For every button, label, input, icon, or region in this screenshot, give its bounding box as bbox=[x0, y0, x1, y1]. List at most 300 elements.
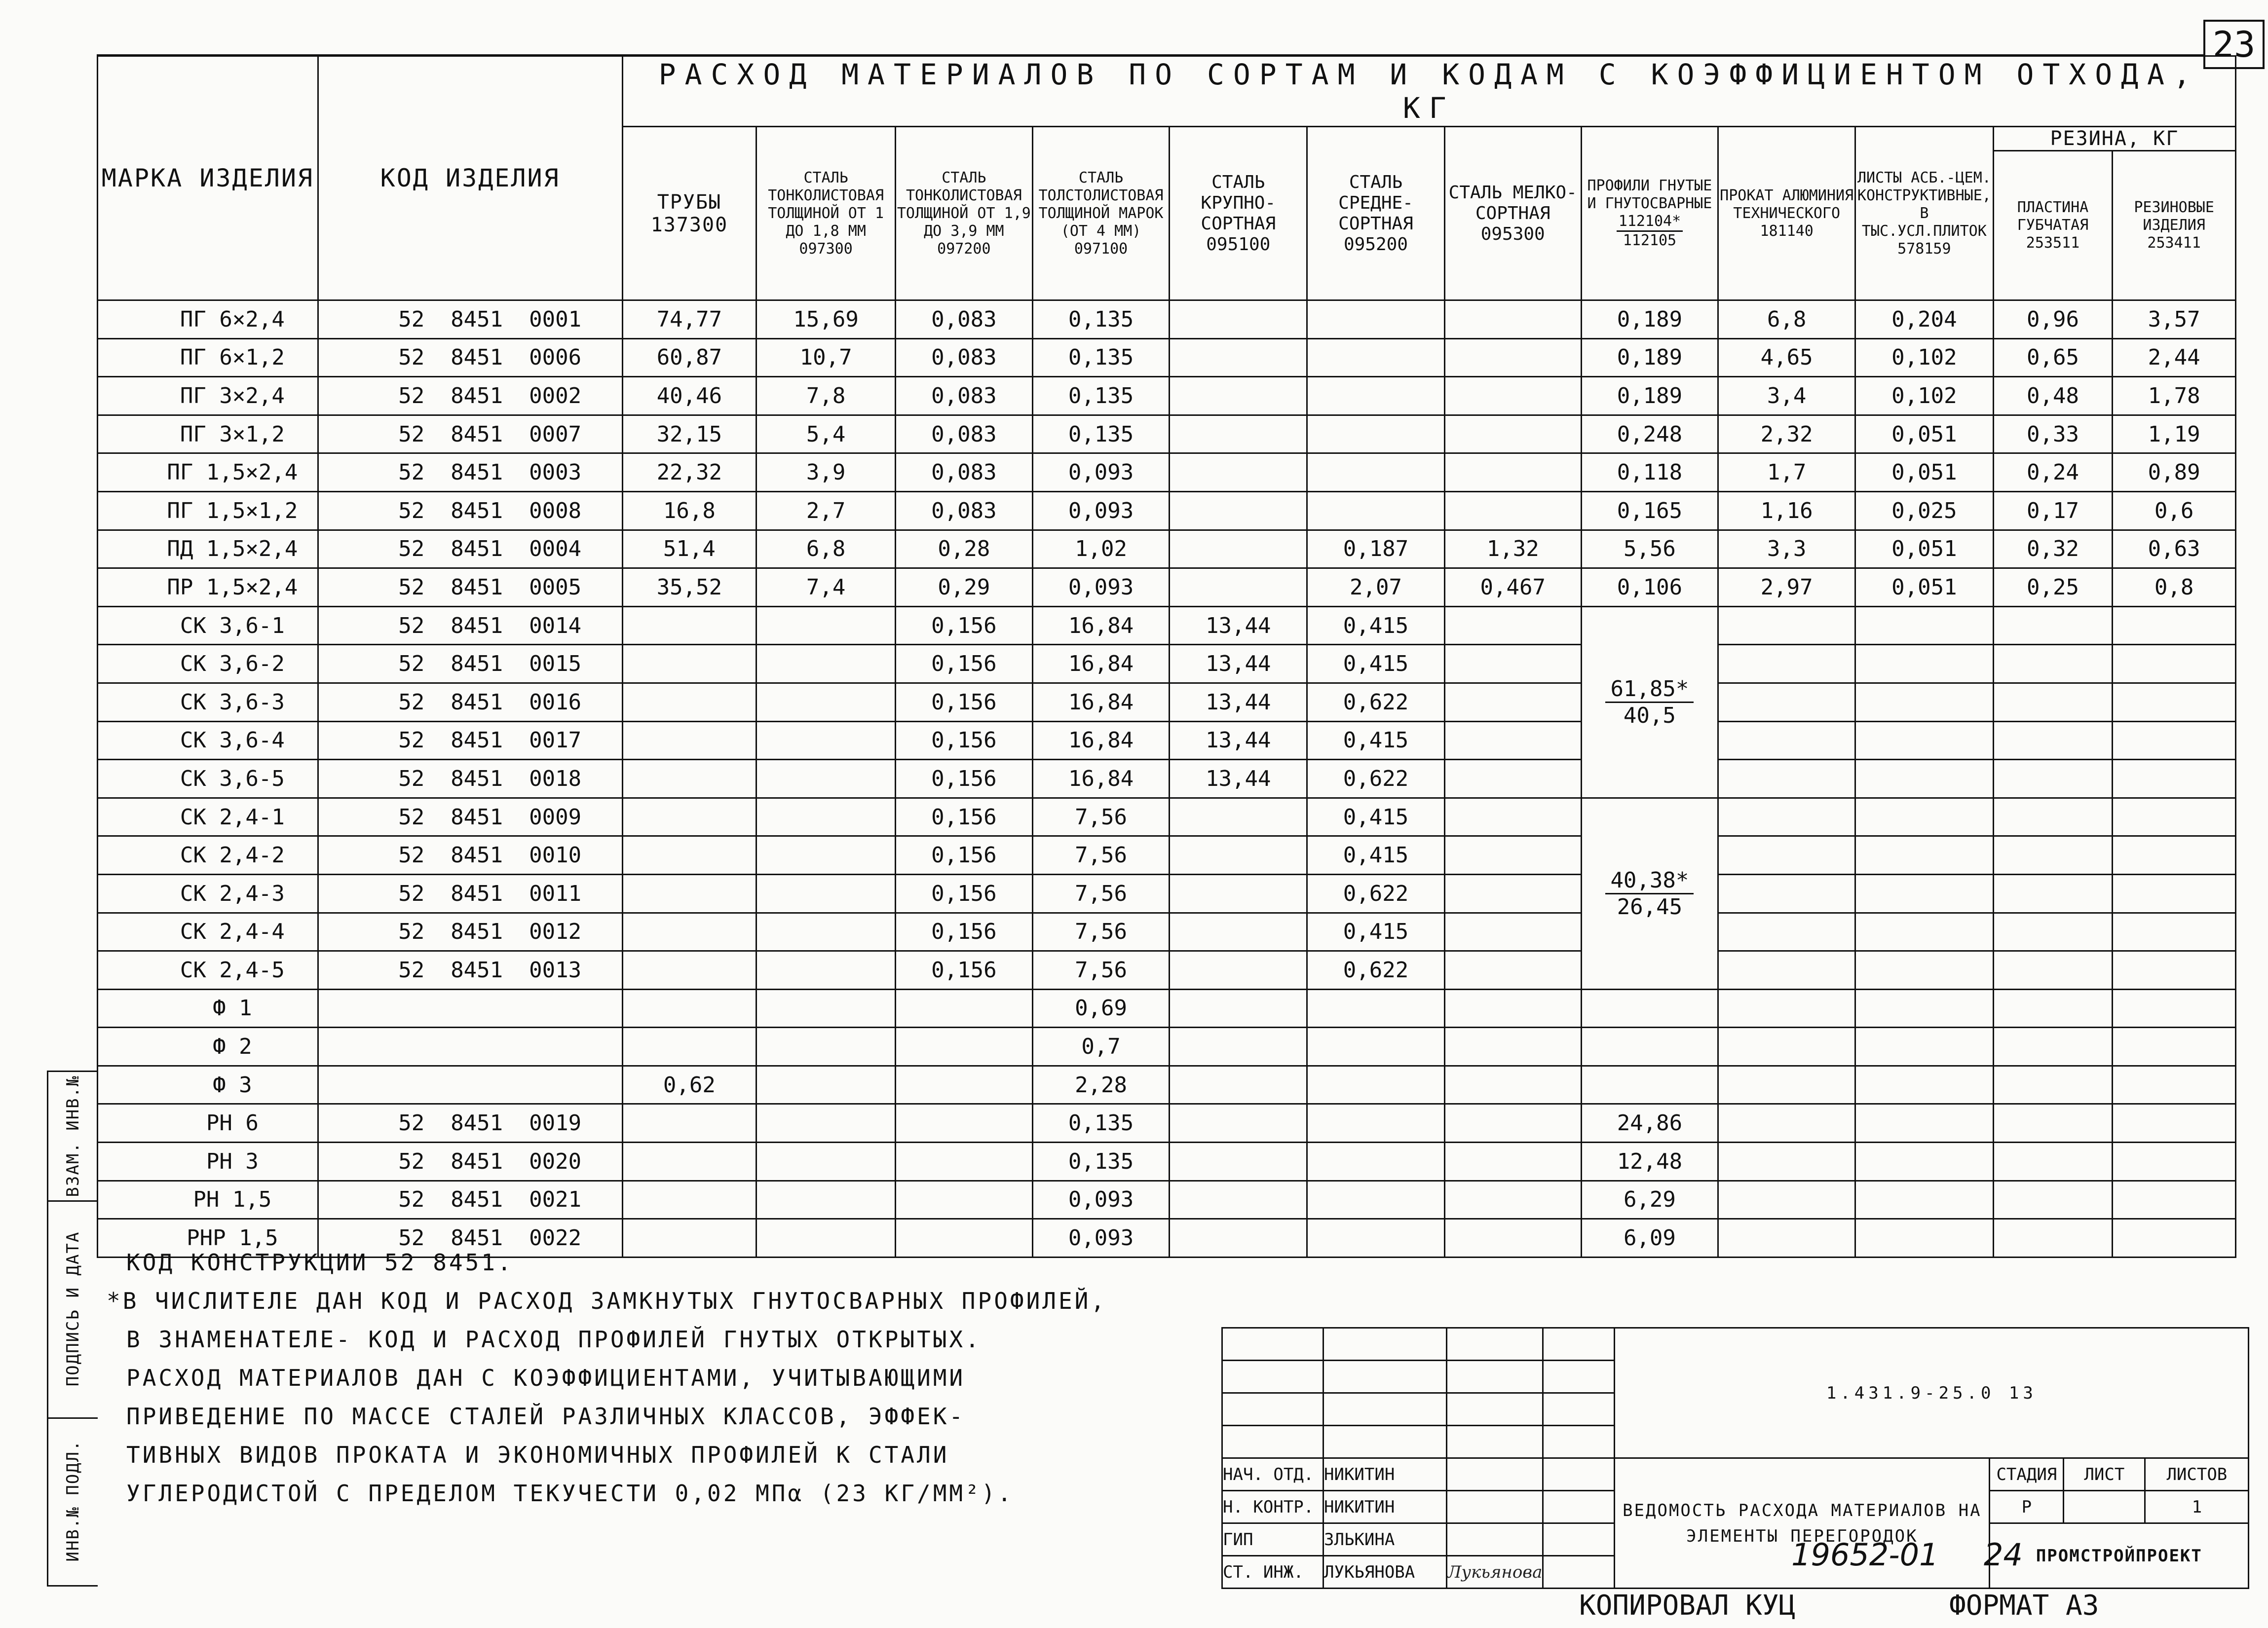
value-cell bbox=[1444, 1181, 1581, 1219]
value-cell bbox=[1718, 1104, 1855, 1143]
copied-by: КОПИРОВАЛ КУЦ bbox=[1579, 1590, 1796, 1622]
code-cell: 52 8451 0001 bbox=[318, 300, 622, 339]
value-cell bbox=[1444, 606, 1581, 645]
value-cell bbox=[1855, 989, 1994, 1028]
value-cell bbox=[1307, 1104, 1445, 1143]
table-row bbox=[98, 760, 2236, 798]
sheets-value: 1 bbox=[2145, 1491, 2249, 1523]
value-cell: 0,135 bbox=[1032, 1143, 1170, 1181]
value-cell bbox=[2113, 1181, 2236, 1219]
value-cell: 0,156 bbox=[895, 798, 1032, 836]
page-number: 24 bbox=[1984, 1537, 2023, 1573]
value-cell: 40,46 bbox=[622, 377, 756, 415]
value-cell bbox=[895, 1028, 1032, 1066]
mark-cell: СК 3,6-5 bbox=[98, 760, 318, 798]
value-cell bbox=[756, 951, 896, 990]
value-cell: 2,97 bbox=[1718, 568, 1855, 607]
value-cell bbox=[1444, 453, 1581, 492]
value-cell bbox=[756, 645, 896, 683]
value-cell bbox=[1170, 874, 1307, 913]
value-cell: 0,093 bbox=[1032, 568, 1170, 607]
value-cell: 0,204 bbox=[1855, 300, 1994, 339]
sheet-number: 23 bbox=[2203, 20, 2265, 69]
value-cell: 0,135 bbox=[1032, 377, 1170, 415]
value-cell bbox=[622, 874, 756, 913]
code-cell bbox=[318, 989, 622, 1028]
value-cell bbox=[1170, 951, 1307, 990]
value-cell bbox=[2113, 951, 2236, 990]
value-cell bbox=[1993, 645, 2112, 683]
table-row bbox=[98, 1028, 2236, 1066]
value-cell bbox=[1307, 1181, 1445, 1219]
value-cell bbox=[1170, 415, 1307, 453]
value-cell: 3,3 bbox=[1718, 530, 1855, 568]
value-cell: 0,622 bbox=[1307, 683, 1445, 721]
value-cell bbox=[2113, 1219, 2236, 1258]
table-row bbox=[98, 338, 2236, 377]
value-cell bbox=[1170, 568, 1307, 607]
value-cell: 10,7 bbox=[756, 338, 896, 377]
table-row bbox=[98, 1104, 2236, 1143]
code-cell bbox=[318, 1028, 622, 1066]
value-cell: 7,4 bbox=[756, 568, 896, 607]
code-cell bbox=[318, 1066, 622, 1104]
value-cell bbox=[895, 1181, 1032, 1219]
value-cell: 0,156 bbox=[895, 606, 1032, 645]
value-cell bbox=[895, 1066, 1032, 1104]
side-stamp-cell: ВЗАМ. ИНВ.№ bbox=[48, 1072, 98, 1202]
value-cell: 0,415 bbox=[1307, 798, 1445, 836]
code-cell: 52 8451 0010 bbox=[318, 836, 622, 875]
value-cell bbox=[1718, 760, 1855, 798]
value-cell: 0,093 bbox=[1032, 1219, 1170, 1258]
value-cell: 0,65 bbox=[1993, 338, 2112, 377]
value-cell bbox=[1718, 1219, 1855, 1258]
value-cell: 35,52 bbox=[622, 568, 756, 607]
value-cell bbox=[1855, 606, 1994, 645]
organization-name: ПРОМСТРОЙПРОЕКТ bbox=[1990, 1523, 2249, 1589]
value-cell bbox=[1307, 491, 1445, 530]
value-cell: 0,051 bbox=[1855, 568, 1994, 607]
code-header: КОД ИЗДЕЛИЯ bbox=[318, 56, 622, 300]
signature-cell bbox=[1447, 1458, 1543, 1491]
code-cell: 52 8451 0019 bbox=[318, 1104, 622, 1143]
value-cell bbox=[756, 606, 896, 645]
value-cell: 1,02 bbox=[1032, 530, 1170, 568]
materials-table bbox=[97, 55, 2236, 1258]
value-cell bbox=[1855, 951, 1994, 990]
mark-cell: СК 3,6-4 bbox=[98, 721, 318, 760]
value-cell bbox=[2113, 1143, 2236, 1181]
col-header-thin-steel-2: СТАЛЬ ТОНКОЛИСТОВАЯ ТОЛЩИНОЙ ОТ 1,9 ДО 3,9 ММ 097200 bbox=[895, 127, 1032, 300]
value-cell bbox=[1855, 760, 1994, 798]
value-cell bbox=[1993, 1028, 2112, 1066]
value-cell bbox=[1307, 1219, 1445, 1258]
table-row bbox=[98, 798, 2236, 836]
value-cell bbox=[2113, 913, 2236, 951]
value-cell: 2,32 bbox=[1718, 415, 1855, 453]
value-cell bbox=[1993, 721, 2112, 760]
value-cell: 0,89 bbox=[2113, 453, 2236, 492]
col-header-thin-steel-1: СТАЛЬ ТОНКОЛИСТОВАЯ ТОЛЩИНОЙ ОТ 1 ДО 1,8 ММ 097300 bbox=[756, 127, 896, 300]
value-cell: 0,622 bbox=[1307, 951, 1445, 990]
value-cell bbox=[756, 683, 896, 721]
value-cell bbox=[1718, 989, 1855, 1028]
value-cell: 16,84 bbox=[1032, 683, 1170, 721]
role-cell: ГИП bbox=[1222, 1523, 1323, 1556]
value-cell: 7,56 bbox=[1032, 836, 1170, 875]
doc-code: 1.431.9-25.0 13 bbox=[1615, 1328, 2249, 1458]
value-cell bbox=[1718, 951, 1855, 990]
value-cell: 0,106 bbox=[1581, 568, 1718, 607]
value-cell bbox=[1718, 1066, 1855, 1104]
side-stamp-cell: ИНВ.№ ПОДЛ. bbox=[63, 1439, 83, 1562]
code-cell: 52 8451 0006 bbox=[318, 338, 622, 377]
value-cell: 0,415 bbox=[1307, 913, 1445, 951]
value-cell: 0,415 bbox=[1307, 721, 1445, 760]
value-cell bbox=[1307, 1143, 1445, 1181]
consumption-title: РАСХОД МАТЕРИАЛОВ ПО СОРТАМ И КОДАМ С КОЭФФИЦИЕНТОМ ОТХОДА, КГ bbox=[622, 56, 2235, 127]
value-cell bbox=[895, 989, 1032, 1028]
table-row bbox=[98, 645, 2236, 683]
mark-cell: СК 2,4-4 bbox=[98, 913, 318, 951]
value-cell bbox=[1718, 645, 1855, 683]
value-cell bbox=[1444, 1066, 1581, 1104]
note-line: УГЛЕРОДИСТОЙ С ПРЕДЕЛОМ ТЕКУЧЕСТИ 0,02 МПα (23 КГ/ММ²). bbox=[126, 1480, 1014, 1507]
value-cell bbox=[622, 1028, 756, 1066]
value-cell bbox=[756, 798, 896, 836]
code-cell: 52 8451 0005 bbox=[318, 568, 622, 607]
value-cell: 0,051 bbox=[1855, 453, 1994, 492]
value-cell bbox=[1444, 721, 1581, 760]
value-cell bbox=[2113, 874, 2236, 913]
code-cell: 52 8451 0014 bbox=[318, 606, 622, 645]
value-cell bbox=[1170, 530, 1307, 568]
value-cell: 3,4 bbox=[1718, 377, 1855, 415]
stage-value: Р bbox=[1990, 1491, 2064, 1523]
code-cell: 52 8451 0022 bbox=[318, 1219, 622, 1258]
fraction-denominator: 26,45 bbox=[1617, 894, 1683, 920]
value-cell bbox=[1718, 1181, 1855, 1219]
value-cell: 32,15 bbox=[622, 415, 756, 453]
table-row bbox=[98, 951, 2236, 990]
value-cell bbox=[1855, 721, 1994, 760]
value-cell bbox=[1444, 491, 1581, 530]
merged-profile-cell bbox=[1581, 606, 1718, 798]
value-cell bbox=[1444, 1104, 1581, 1143]
value-cell: 0,102 bbox=[1855, 377, 1994, 415]
value-cell: 0,051 bbox=[1855, 530, 1994, 568]
value-cell bbox=[756, 874, 896, 913]
value-cell bbox=[622, 721, 756, 760]
value-cell: 0,083 bbox=[895, 338, 1032, 377]
value-cell bbox=[1718, 913, 1855, 951]
value-cell bbox=[622, 836, 756, 875]
value-cell bbox=[1307, 1028, 1445, 1066]
value-cell bbox=[1170, 1104, 1307, 1143]
mark-cell: РН 1,5 bbox=[98, 1181, 318, 1219]
value-cell bbox=[1855, 1028, 1994, 1066]
table-row bbox=[98, 568, 2236, 607]
value-cell: 0,135 bbox=[1032, 300, 1170, 339]
value-cell bbox=[1993, 798, 2112, 836]
value-cell: 0,135 bbox=[1032, 1104, 1170, 1143]
value-cell bbox=[1718, 683, 1855, 721]
value-cell: 0,135 bbox=[1032, 338, 1170, 377]
value-cell bbox=[1444, 415, 1581, 453]
code-cell: 52 8451 0007 bbox=[318, 415, 622, 453]
mark-cell: РНР 1,5 bbox=[98, 1219, 318, 1258]
value-cell bbox=[1444, 645, 1581, 683]
value-cell bbox=[2113, 989, 2236, 1028]
value-cell: 3,9 bbox=[756, 453, 896, 492]
note-line: РАСХОД МАТЕРИАЛОВ ДАН С КОЭФФИЦИЕНТАМИ, УЧИТЫВАЮЩИМИ bbox=[126, 1365, 966, 1391]
value-cell bbox=[1718, 1028, 1855, 1066]
value-cell bbox=[1855, 1066, 1994, 1104]
value-cell: 0,467 bbox=[1444, 568, 1581, 607]
notes bbox=[97, 1243, 1212, 1513]
mark-cell: СК 2,4-5 bbox=[98, 951, 318, 990]
value-cell: 7,56 bbox=[1032, 798, 1170, 836]
table-row bbox=[98, 530, 2236, 568]
value-cell bbox=[895, 1104, 1032, 1143]
doc-name: ВЕДОМОСТЬ РАСХОДА МАТЕРИАЛОВ НА ЭЛЕМЕНТЫ ПЕРЕГОРОДОК bbox=[1615, 1458, 1990, 1589]
name-cell: ЛУКЬЯНОВА bbox=[1323, 1556, 1447, 1589]
name-cell: НИКИТИН bbox=[1323, 1491, 1447, 1523]
mark-cell: Ф 3 bbox=[98, 1066, 318, 1104]
value-cell bbox=[1444, 989, 1581, 1028]
value-cell: 0,102 bbox=[1855, 338, 1994, 377]
code-cell: 52 8451 0012 bbox=[318, 913, 622, 951]
value-cell bbox=[756, 989, 896, 1028]
value-cell bbox=[1718, 606, 1855, 645]
mark-cell: ПГ 3×2,4 bbox=[98, 377, 318, 415]
note-line: КОД КОНСТРУКЦИИ 52 8451. bbox=[126, 1249, 514, 1276]
value-cell: 0,62 bbox=[622, 1066, 756, 1104]
code-cell: 52 8451 0018 bbox=[318, 760, 622, 798]
mark-cell: Ф 1 bbox=[98, 989, 318, 1028]
sheet-label: ЛИСТ bbox=[2064, 1458, 2145, 1491]
mark-cell: ПГ 6×2,4 bbox=[98, 300, 318, 339]
mark-cell: ПР 1,5×2,4 bbox=[98, 568, 318, 607]
value-cell: 15,69 bbox=[756, 300, 896, 339]
fraction-numerator: 61,85* bbox=[1605, 676, 1694, 703]
mark-header: МАРКА ИЗДЕЛИЯ bbox=[98, 56, 318, 300]
value-cell: 0,622 bbox=[1307, 760, 1445, 798]
value-cell: 2,44 bbox=[2113, 338, 2236, 377]
table-row bbox=[98, 1143, 2236, 1181]
value-cell bbox=[895, 1143, 1032, 1181]
value-cell: 2,28 bbox=[1032, 1066, 1170, 1104]
value-cell: 0,96 bbox=[1993, 300, 2112, 339]
code-cell: 52 8451 0013 bbox=[318, 951, 622, 990]
value-cell bbox=[1581, 1066, 1718, 1104]
value-cell bbox=[2113, 721, 2236, 760]
value-cell: 0,24 bbox=[1993, 453, 2112, 492]
value-cell: 7,56 bbox=[1032, 951, 1170, 990]
table-row bbox=[98, 1181, 2236, 1219]
value-cell bbox=[1170, 377, 1307, 415]
value-cell bbox=[1307, 300, 1445, 339]
value-cell bbox=[2113, 606, 2236, 645]
value-cell bbox=[622, 913, 756, 951]
value-cell bbox=[1993, 606, 2112, 645]
side-stamp bbox=[47, 1071, 98, 1587]
note-line: ТИВНЫХ ВИДОВ ПРОКАТА И ЭКОНОМИЧНЫХ ПРОФИЛЕЙ К СТАЛИ bbox=[126, 1442, 949, 1468]
value-cell bbox=[1170, 989, 1307, 1028]
value-cell: 0,051 bbox=[1855, 415, 1994, 453]
col-header-medium-section: СТАЛЬ СРЕДНЕ-СОРТНАЯ 095200 bbox=[1307, 127, 1445, 300]
title-block bbox=[1221, 1327, 2249, 1589]
mark-cell: СК 3,6-3 bbox=[98, 683, 318, 721]
value-cell: 1,78 bbox=[2113, 377, 2236, 415]
value-cell: 3,57 bbox=[2113, 300, 2236, 339]
code-cell: 52 8451 0002 bbox=[318, 377, 622, 415]
fraction bbox=[1605, 676, 1694, 728]
table-row bbox=[98, 415, 2236, 453]
value-cell: 0,415 bbox=[1307, 606, 1445, 645]
value-cell bbox=[1170, 338, 1307, 377]
value-cell: 16,84 bbox=[1032, 721, 1170, 760]
value-cell bbox=[1170, 453, 1307, 492]
value-cell bbox=[1993, 874, 2112, 913]
role-cell: Н. КОНТР. bbox=[1222, 1491, 1323, 1523]
mark-cell: ПГ 6×1,2 bbox=[98, 338, 318, 377]
value-cell: 5,56 bbox=[1581, 530, 1718, 568]
col-header-pipes: ТРУБЫ 137300 bbox=[622, 127, 756, 300]
code-cell: 52 8451 0003 bbox=[318, 453, 622, 492]
value-cell bbox=[1855, 798, 1994, 836]
table-row bbox=[98, 683, 2236, 721]
value-cell: 1,16 bbox=[1718, 491, 1855, 530]
value-cell bbox=[1170, 1181, 1307, 1219]
value-cell: 12,48 bbox=[1581, 1143, 1718, 1181]
value-cell bbox=[1170, 836, 1307, 875]
value-cell bbox=[622, 683, 756, 721]
value-cell: 0,622 bbox=[1307, 874, 1445, 913]
value-cell bbox=[1170, 1066, 1307, 1104]
col-header-sponge-plate: ПЛАСТИНА ГУБЧАТАЯ 253511 bbox=[1993, 151, 2112, 300]
mark-cell: СК 2,4-2 bbox=[98, 836, 318, 875]
code-cell: 52 8451 0016 bbox=[318, 683, 622, 721]
fraction-denominator: 40,5 bbox=[1623, 703, 1676, 728]
value-cell: 0,32 bbox=[1993, 530, 2112, 568]
value-cell: 0,083 bbox=[895, 300, 1032, 339]
col-header-rubber-products: РЕЗИНОВЫЕ ИЗДЕЛИЯ 253411 bbox=[2113, 151, 2236, 300]
value-cell bbox=[1307, 989, 1445, 1028]
value-cell bbox=[2113, 836, 2236, 875]
value-cell bbox=[1444, 1219, 1581, 1258]
value-cell: 6,29 bbox=[1581, 1181, 1718, 1219]
value-cell bbox=[1855, 645, 1994, 683]
mark-cell: СК 3,6-2 bbox=[98, 645, 318, 683]
value-cell bbox=[1307, 415, 1445, 453]
value-cell: 24,86 bbox=[1581, 1104, 1718, 1143]
col-header-thick-steel: СТАЛЬ ТОЛСТОЛИСТОВАЯ ТОЛЩИНОЙ МАРОК (ОТ 4 ММ) 097100 bbox=[1032, 127, 1170, 300]
value-cell bbox=[1170, 300, 1307, 339]
table-row bbox=[98, 1066, 2236, 1104]
value-cell: 0,156 bbox=[895, 760, 1032, 798]
value-cell: 13,44 bbox=[1170, 760, 1307, 798]
value-cell: 22,32 bbox=[622, 453, 756, 492]
table-row bbox=[98, 913, 2236, 951]
value-cell bbox=[1718, 798, 1855, 836]
value-cell bbox=[1718, 1143, 1855, 1181]
value-cell: 0,8 bbox=[2113, 568, 2236, 607]
table-row bbox=[98, 300, 2236, 339]
value-cell bbox=[1855, 1104, 1994, 1143]
value-cell: 1,7 bbox=[1718, 453, 1855, 492]
value-cell bbox=[1855, 874, 1994, 913]
table-row bbox=[98, 606, 2236, 645]
value-cell bbox=[1444, 338, 1581, 377]
value-cell bbox=[622, 989, 756, 1028]
value-cell bbox=[2113, 683, 2236, 721]
value-cell: 60,87 bbox=[622, 338, 756, 377]
value-cell: 0,083 bbox=[895, 377, 1032, 415]
signature-cell: Лукьянова bbox=[1447, 1556, 1543, 1589]
code-cell: 52 8451 0011 bbox=[318, 874, 622, 913]
value-cell bbox=[1170, 913, 1307, 951]
value-cell: 5,4 bbox=[756, 415, 896, 453]
value-cell: 6,09 bbox=[1581, 1219, 1718, 1258]
value-cell: 1,19 bbox=[2113, 415, 2236, 453]
value-cell bbox=[756, 836, 896, 875]
value-cell: 16,84 bbox=[1032, 645, 1170, 683]
format-label: ФОРМАТ А3 bbox=[1949, 1590, 2099, 1622]
value-cell bbox=[1855, 836, 1994, 875]
value-cell: 0,48 bbox=[1993, 377, 2112, 415]
value-cell bbox=[1170, 1028, 1307, 1066]
value-cell bbox=[1307, 453, 1445, 492]
value-cell bbox=[756, 721, 896, 760]
code-cell: 52 8451 0017 bbox=[318, 721, 622, 760]
value-cell: 0,33 bbox=[1993, 415, 2112, 453]
value-cell bbox=[1993, 760, 2112, 798]
value-cell: 0,135 bbox=[1032, 415, 1170, 453]
mark-cell: ПГ 1,5×2,4 bbox=[98, 453, 318, 492]
mark-cell: Ф 2 bbox=[98, 1028, 318, 1066]
value-cell bbox=[2113, 1104, 2236, 1143]
value-cell bbox=[1993, 1143, 2112, 1181]
value-cell bbox=[1444, 1143, 1581, 1181]
value-cell bbox=[1855, 1181, 1994, 1219]
value-cell bbox=[1581, 989, 1718, 1028]
mark-cell: ПГ 3×1,2 bbox=[98, 415, 318, 453]
value-cell: 0,083 bbox=[895, 415, 1032, 453]
signature-cell bbox=[1447, 1491, 1543, 1523]
value-cell: 74,77 bbox=[622, 300, 756, 339]
value-cell bbox=[1444, 300, 1581, 339]
value-cell bbox=[756, 1066, 896, 1104]
mark-cell: РН 3 bbox=[98, 1143, 318, 1181]
value-cell: 0,156 bbox=[895, 874, 1032, 913]
value-cell: 1,32 bbox=[1444, 530, 1581, 568]
value-cell bbox=[1718, 721, 1855, 760]
sheet-value bbox=[2064, 1491, 2145, 1523]
mark-cell: ПД 1,5×2,4 bbox=[98, 530, 318, 568]
table-row bbox=[98, 453, 2236, 492]
value-cell: 0,083 bbox=[895, 491, 1032, 530]
value-cell bbox=[1444, 377, 1581, 415]
value-cell: 0,083 bbox=[895, 453, 1032, 492]
table-row bbox=[98, 491, 2236, 530]
name-cell: НИКИТИН bbox=[1323, 1458, 1447, 1491]
value-cell: 2,7 bbox=[756, 491, 896, 530]
col-header-bent-profiles: ПРОФИЛИ ГНУТЫЕ И ГНУТОСВАРНЫЕ 112104* 112105 bbox=[1581, 127, 1718, 300]
value-cell: 0,69 bbox=[1032, 989, 1170, 1028]
mark-cell: ПГ 1,5×1,2 bbox=[98, 491, 318, 530]
